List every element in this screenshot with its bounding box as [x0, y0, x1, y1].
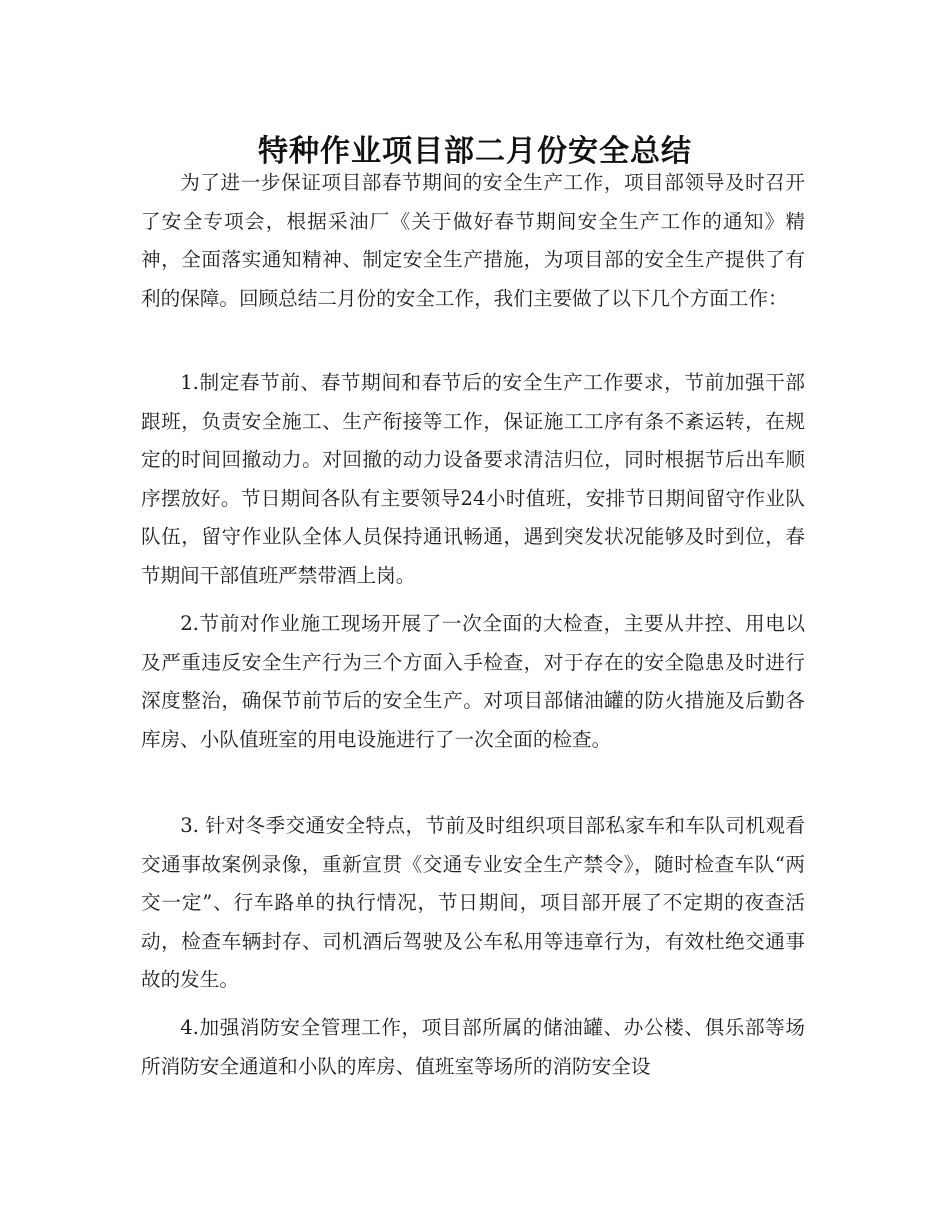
paragraph-item-1: 1.制定春节前、春节期间和春节后的安全生产工作要求，节前加强干部跟班，负责安全施工、生产衔接等工作，保证施工工序有条不紊运转，在规定的时间回撤动力。对回撤的动力设备要求清洁归位，同时根据节后出车顺序摆放好。节日期间各队有主要领导24小时值班，安排节日期间留守作业队队伍，留守作业队全体人员保持通讯畅通，遇到突发状况能够及时到位，春节期间干部值班严禁带酒上岗。	[141, 371, 805, 587]
paragraph-intro: 为了进一步保证项目部春节期间的安全生产工作，项目部领导及时召开了安全专项会，根据采油厂《关于做好春节期间安全生产工作的通知》精神，全面落实通知精神、制定安全生产措施，为项目部的安全生产提供了有利的保障。回顾总结二月份的安全工作，我们主要做了以下几个方面工作：	[141, 171, 805, 310]
paragraph-item-4: 4.加强消防安全管理工作，项目部所属的储油罐、办公楼、俱乐部等场所消防安全通道和小队的库房、值班室等场所的消防安全设	[141, 1016, 805, 1078]
document-title: 特种作业项目部二月份安全总结	[258, 134, 692, 170]
paragraph-item-3: 3. 针对冬季交通安全特点，节前及时组织项目部私家车和车队司机观看交通事故案例录像，重新宣贯《交通专业安全生产禁令》，随时检查车队“两交一定”、行车路单的执行情况，节日期间，项目部开展了不定期的夜查活动，检查车辆封存、司机酒后驾驶及公车私用等违章行为，有效杜绝交通事故的发生。	[141, 814, 805, 991]
paragraph-item-2: 2.节前对作业施工现场开展了一次全面的大检查，主要从井控、用电以及严重违反安全生产行为三个方面入手检查，对于存在的安全隐患及时进行深度整治，确保节前节后的安全生产。对项目部储油罐的防火措施及后勤各库房、小队值班室的用电设施进行了一次全面的检查。	[141, 612, 805, 751]
